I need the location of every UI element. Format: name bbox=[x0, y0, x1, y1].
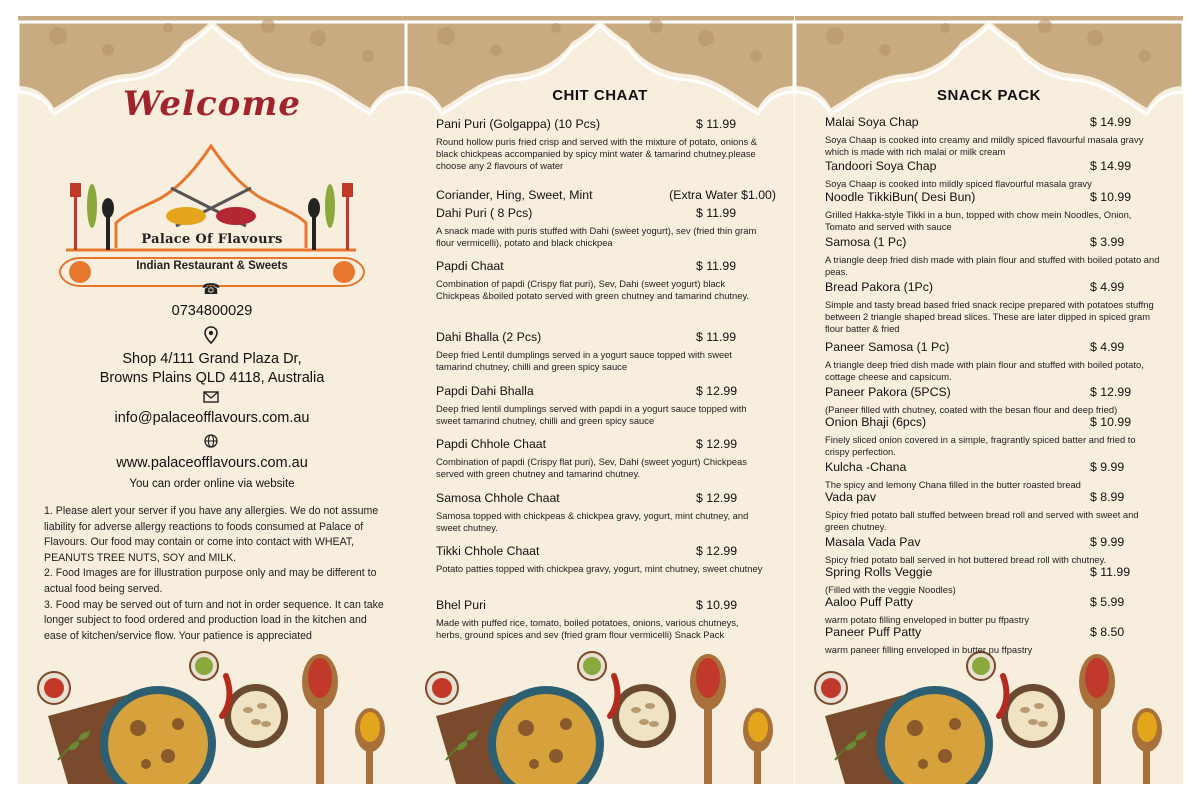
item-price: $ 9.99 bbox=[1090, 535, 1125, 549]
item-price: $ 9.99 bbox=[1090, 460, 1125, 474]
item-price: $ 10.99 bbox=[1090, 190, 1132, 204]
menu-item bbox=[825, 115, 1165, 158]
item-description: Deep fried lentil dumplings served with papdi in a yogurt sauce topped with sweet tamarind chutney, chilli and green spicy sauce bbox=[436, 403, 747, 426]
globe-icon bbox=[201, 434, 221, 452]
welcome-heading: Welcome bbox=[123, 84, 301, 124]
item-name: Papdi Chhole Chaat bbox=[436, 437, 547, 451]
item-description: (Paneer filled with chutney, coated with the besan flour and deep fried) bbox=[825, 404, 1118, 415]
item-price: $ 14.99 bbox=[1090, 115, 1132, 129]
info-panel bbox=[18, 16, 406, 784]
item-name: Samosa (1 Pc) bbox=[825, 235, 907, 249]
menu-item bbox=[436, 437, 776, 480]
item-description: Grilled Hakka-style Tikki in a bun, topped with chow mein Noodles, Onion, Tomato and served with sauce bbox=[825, 209, 1132, 232]
item-name: Paneer Samosa (1 Pc) bbox=[825, 340, 950, 354]
item-name: Papdi Dahi Bhalla bbox=[436, 384, 534, 398]
item-price: $ 14.99 bbox=[1090, 159, 1132, 173]
menu-item bbox=[825, 490, 1165, 533]
item-name: Dahi Puri ( 8 Pcs) bbox=[436, 206, 533, 220]
item-description: Soya Chaap is cooked into mildly spiced flavourful masala gravy bbox=[825, 178, 1092, 189]
menu-item bbox=[825, 340, 1165, 383]
item-description: A snack made with puris stuffed with Dahi (sweet yogurt), sev (fried thin gram flour vermicelli), potato and black chickpea bbox=[436, 225, 757, 248]
item-price: $ 8.50 bbox=[1090, 625, 1125, 639]
item-price: $ 4.99 bbox=[1090, 340, 1125, 354]
item-description: Spicy fried potato ball served in hot buttered bread roll with chutney. bbox=[825, 554, 1107, 565]
menu-item bbox=[825, 460, 1165, 491]
item-price: $ 12.99 bbox=[696, 437, 738, 451]
item-price: $ 11.99 bbox=[696, 330, 737, 344]
item-name: Tikki Chhole Chaat bbox=[436, 544, 540, 558]
menu-item bbox=[825, 235, 1165, 278]
tagline: Indian Restaurant & Sweets bbox=[136, 260, 288, 272]
item-price: $ 10.99 bbox=[696, 598, 738, 612]
restaurant-logo bbox=[56, 128, 366, 268]
item-name: Noodle TikkiBun( Desi Bun) bbox=[825, 190, 976, 204]
menu-item bbox=[825, 625, 1165, 656]
item-name: Papdi Chaat bbox=[436, 259, 504, 273]
item-name: Paneer Pakora (5PCS) bbox=[825, 385, 951, 399]
item-description: Combination of papdi (Crispy flat puri), Sev, Dahi (sweet yogurt) black Chickpeas &boiled potato served with green chutney and tamarind chutney. bbox=[436, 278, 750, 301]
website-link[interactable]: www.palaceofflavours.com.au bbox=[116, 455, 308, 471]
brand-name: Palace Of Flavours bbox=[141, 232, 283, 247]
menu-item bbox=[436, 206, 776, 249]
item-name: Vada pav bbox=[825, 490, 877, 504]
menu-item bbox=[825, 595, 1165, 626]
menu-item bbox=[436, 188, 776, 204]
item-name: Spring Rolls Veggie bbox=[825, 565, 933, 579]
menu-item bbox=[825, 159, 1165, 190]
item-name: Onion Bhaji (6pcs) bbox=[825, 415, 927, 429]
note-item: 1. Please alert your server if you have any allergies. We do not assume liability for adverse allergy reactions to foods consumed at Palace of Flavours. Our food may contain or come into contact with WHEAT, PEANUTS TREE NUTS, SOY and MILK. bbox=[44, 505, 379, 564]
item-description: Potato patties topped with chickpea gravy, yogurt, mint chutney, sweet chutney bbox=[436, 563, 763, 574]
item-name: Tandoori Soya Chap bbox=[825, 159, 937, 173]
email-link[interactable]: info@palaceofflavours.com.au bbox=[114, 410, 310, 426]
item-price: $ 11.99 bbox=[1090, 565, 1131, 579]
item-description: Round hollow puris fried crisp and served with the mixture of potato, onions & black chickpeas accompanied by spicy mint water & tamarind chutney.please choose any 2 flavours of water bbox=[436, 136, 758, 171]
menu-item bbox=[436, 117, 776, 172]
item-price: $ 3.99 bbox=[1090, 235, 1125, 249]
mail-icon bbox=[201, 390, 221, 408]
menu-item bbox=[436, 330, 776, 373]
allergy-notes bbox=[44, 504, 384, 644]
menu-item bbox=[436, 544, 776, 575]
item-name: Bread Pakora (1Pc) bbox=[825, 280, 933, 294]
section-title-snack-pack: SNACK PACK bbox=[937, 87, 1041, 104]
menu-item bbox=[436, 384, 776, 427]
item-name: Dahi Bhalla (2 Pcs) bbox=[436, 330, 542, 344]
item-name: Aaloo Puff Patty bbox=[825, 595, 913, 609]
item-name: Bhel Puri bbox=[436, 598, 486, 612]
menu-item bbox=[825, 190, 1165, 233]
menu-item bbox=[825, 415, 1165, 458]
item-price: $ 8.99 bbox=[1090, 490, 1125, 504]
note-item: 3. Food may be served out of turn and not in order sequence. It can take longer subject to food ordered and production load in the kitchen and ease of kitchen/service flow. Your patience is appreciated bbox=[44, 598, 384, 642]
item-price: $ 5.99 bbox=[1090, 595, 1125, 609]
item-description: A triangle deep fried dish made with plain flour and stuffed with boiled potato and peas. bbox=[825, 254, 1160, 277]
address-line1: Shop 4/111 Grand Plaza Dr, bbox=[122, 351, 302, 367]
phone-number[interactable]: 0734800029 bbox=[171, 303, 253, 319]
item-name: Masala Vada Pav bbox=[825, 535, 921, 549]
phone-icon: ☎ bbox=[201, 281, 221, 298]
item-description: warm paneer filling enveloped in butter pu ffpastry bbox=[825, 644, 1033, 655]
item-name: Pani Puri (Golgappa) (10 Pcs) bbox=[436, 117, 601, 131]
item-price: $ 12.99 bbox=[696, 544, 738, 558]
item-description: Spicy fried potato ball stuffed between bread roll and served with sweet and green chutney. bbox=[825, 509, 1139, 532]
item-description: Soya Chaap is cooked into creamy and mildly spiced flavourful masala gravy which is made with rich malai or milk cream bbox=[825, 134, 1144, 157]
extra-water-note: (Extra Water $1.00) bbox=[669, 188, 776, 202]
menu-item bbox=[825, 535, 1165, 566]
item-description: Combination of papdi (Crispy flat puri), Sev, Dahi (sweet yogurt) Chickpeas served with green chutney and tamarind chutney. bbox=[436, 456, 747, 479]
snack-pack-panel bbox=[795, 16, 1183, 784]
section-title-chit-chaat: CHIT CHAAT bbox=[552, 87, 648, 104]
note-item: 2. Food Images are for illustration purpose only and may be different to actual food being served. bbox=[44, 567, 377, 595]
item-price: $ 12.99 bbox=[696, 491, 738, 505]
item-name: Paneer Puff Patty bbox=[825, 625, 922, 639]
item-name: Samosa Chhole Chaat bbox=[436, 491, 560, 505]
item-price: $ 11.99 bbox=[696, 117, 737, 131]
item-description: The spicy and lemony Chana filled in the butter roasted bread bbox=[825, 479, 1081, 490]
item-description: Made with puffed rice, tomato, boiled potatoes, onions, various chutneys, herbs, ground spices and sev (fried gram flour vermicelli) Snack Pack bbox=[436, 617, 739, 640]
item-price: $ 4.99 bbox=[1090, 280, 1125, 294]
item-name: Coriander, Hing, Sweet, Mint bbox=[436, 188, 593, 202]
menu-item bbox=[825, 565, 1165, 596]
item-price: $ 11.99 bbox=[696, 259, 737, 273]
menu-item bbox=[436, 598, 776, 641]
chit-chaat-panel bbox=[406, 16, 794, 784]
item-description: A triangle deep fried dish made with plain flour and stuffed with boiled potato, cottage cheese and capsicum. bbox=[825, 359, 1144, 382]
item-description: Deep fried Lentil dumplings served in a yogurt sauce topped with sweet tamarind chutney, chilli and green spicy sauce bbox=[436, 349, 733, 372]
item-price: $ 12.99 bbox=[1090, 385, 1132, 399]
item-description: Simple and tasty bread based fried snack recipe prepared with potatoes stuffng between 2 triangle shaped bread slices. These are later dipped in spiced gram flour batter & fried bbox=[825, 299, 1154, 334]
item-description: warm potato filling enveloped in butter pu ffpastry bbox=[825, 614, 1030, 625]
item-name: Kulcha -Chana bbox=[825, 460, 907, 474]
order-online-note: You can order online via website bbox=[129, 478, 295, 490]
menu-item bbox=[825, 280, 1165, 335]
item-description: Finely sliced onion covered in a simple, fragrantly spiced batter and fried to crispy perfection. bbox=[825, 434, 1136, 457]
item-name: Malai Soya Chap bbox=[825, 115, 919, 129]
item-price: $ 10.99 bbox=[1090, 415, 1132, 429]
menu-item bbox=[436, 491, 776, 534]
item-price: $ 11.99 bbox=[696, 206, 737, 220]
item-description: Samosa topped with chickpeas & chickpea gravy, yogurt, mint chutney, and sweet chutney. bbox=[436, 510, 749, 533]
location-pin-icon bbox=[201, 326, 221, 344]
item-description: (Filled with the veggie Noodles) bbox=[825, 584, 956, 595]
address-line2: Browns Plains QLD 4118, Australia bbox=[99, 370, 325, 386]
menu-item bbox=[825, 385, 1165, 416]
menu-item bbox=[436, 259, 776, 302]
item-price: $ 12.99 bbox=[696, 384, 738, 398]
